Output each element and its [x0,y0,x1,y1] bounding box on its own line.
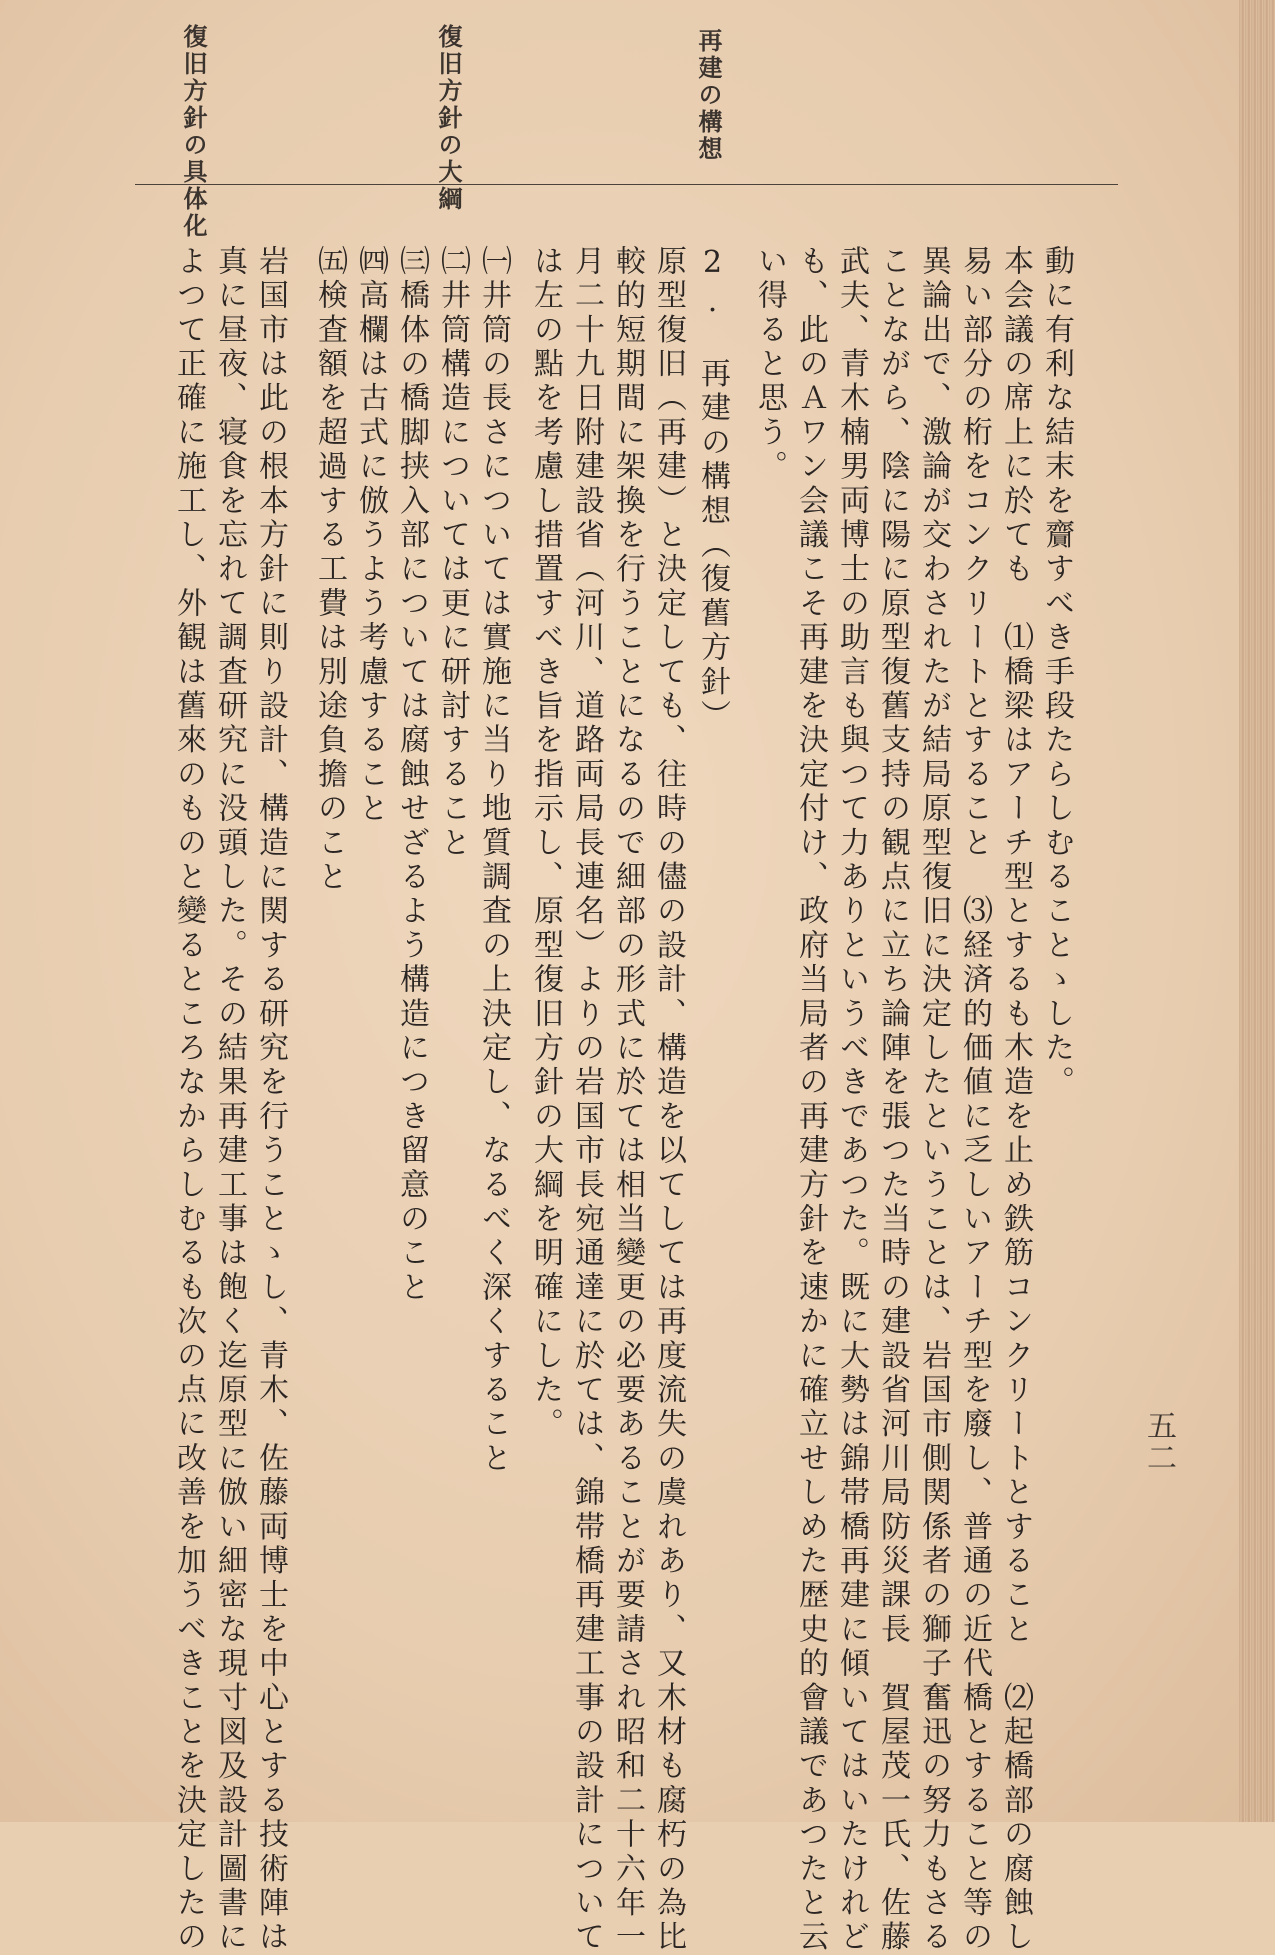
text-column: 易い部分の桁をコンクリートとすること ⑶経済的価値に乏しいアーチ型を廢し、普通の近代橋とすること等の [957,245,992,1955]
section-title: 再建の構想 [694,28,722,163]
subsection-heading: 2. 再建の構想（復舊方針） [695,245,730,734]
page-number: 五二 [1141,1410,1176,1474]
list-item: ㈣高欄は古式に倣うよう考慮すること [353,245,388,827]
list-item: ㈠井筒の長さについては實施に当り地質調査の上決定し、なるべく深くすること [476,245,511,1477]
text-column: 岩国市は此の根本方針に則り設計、構造に関する研究を行うことゝし、青木、佐藤両博士を中心とする技術陣は [253,245,288,1955]
text-column: 原型復旧（再建）と決定しても、往時の儘の設計、構造を以てしては再度流失の虞れあり、又木材も腐朽の為比 [651,245,686,1955]
sidenote-concrete: 復旧方針の具体化 [179,24,207,240]
sidenote-outline: 復旧方針の大綱 [434,24,462,213]
list-item: ㈡井筒構造については更に研討すること [435,245,470,861]
text-column: 異論出で、激論が交わされたが結局原型復旧に決定したということは、岩国市側関係者の獅子奮迅の努力もさる [916,245,951,1955]
list-item: ㈢橋体の橋脚挟入部については腐蝕せざるよう構造につき留意のこと [394,245,429,1306]
text-column: 較的短期間に架換を行うことになるので細部の形式に於ては相当變更の必要あることが要請され昭和二十六年一 [610,245,645,1955]
text-column: 月二十九日附建設省（河川、道路両局長連名）よりの岩国市長宛通達に於ては、錦帯橋再建工事の設計について [569,245,604,1955]
text-column: ことながら、陰に陽に原型復舊支持の観点に立ち論陣を張つた当時の建設省河川局防災課長 賀屋茂一氏、佐藤 [875,245,910,1955]
text-column: は左の點を考慮し措置すべき旨を指示し、原型復旧方針の大綱を明確にした。 [528,245,563,1442]
header-rule [135,184,1118,185]
text-column: よつて正確に施工し、外観は舊來のものと變るところなからしむるも次の点に改善を加うべきことを決定したの [171,245,206,1955]
list-item: ㈤検査額を超過する工費は別途負擔のこと [312,245,347,895]
text-column: 真に昼夜、寝食を忘れて調査研究に没頭した。その結果再建工事は飽く迄原型に倣い細密な現寸図及設計圖書に [212,245,247,1955]
text-column: も、此のＡワン会議こそ再建を決定付け、政府当局者の再建方針を速かに確立せしめた歴史的會議であつたと云 [793,245,828,1955]
text-column: 本会議の席上に於ても ⑴橋梁はアーチ型とするも木造を止め鉄筋コンクリートとすること ⑵起橋部の腐蝕し [998,245,1033,1955]
text-column: 動に有利な結末を齎すべき手段たらしむることゝした。 [1039,245,1074,1100]
text-column: い得ると思う。 [752,245,787,485]
page-edge-stack [1239,0,1275,1822]
text-column: 武夫、青木楠男両博士の助言も與つて力ありというべきであつた。既に大勢は錦帯橋再建に傾いてはいたけれど [834,245,869,1955]
